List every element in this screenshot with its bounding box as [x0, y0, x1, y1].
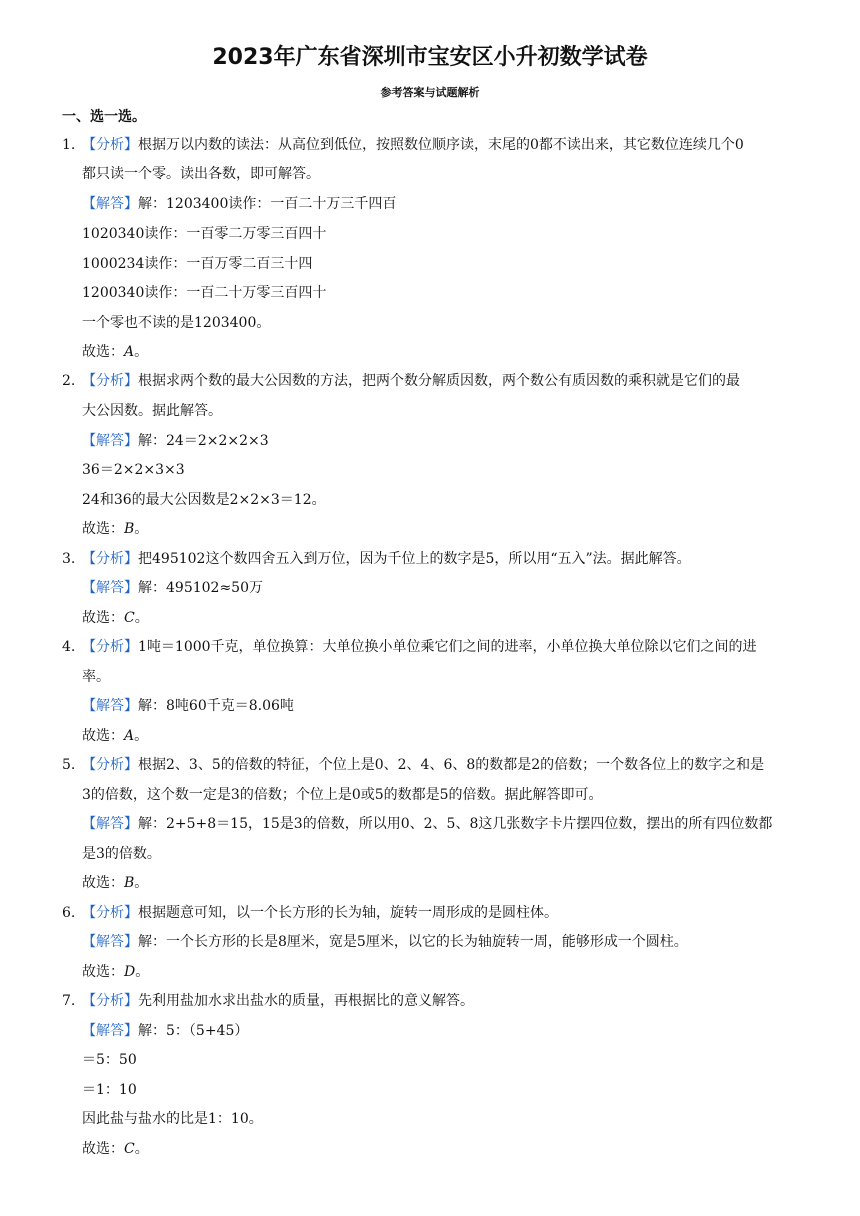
answer-line: ＝5：50 — [82, 1052, 137, 1068]
answer-line: 一个零也不读的是1203400。 — [82, 315, 271, 331]
question-number: 3. — [62, 551, 76, 567]
question-number: 4. — [62, 639, 76, 655]
answer-tag: 【解答】 — [82, 433, 138, 449]
answer-tag: 【解答】 — [82, 698, 138, 714]
choice-value: C — [124, 610, 135, 626]
choice-value: B — [124, 521, 135, 537]
choice-value: A — [124, 728, 135, 744]
analysis-line: 【分析】根据求两个数的最大公因数的方法，把两个数分解质因数，两个数公有质因数的乘积就是它们的最 — [82, 373, 740, 389]
choice-line: 故选：B。 — [82, 875, 149, 891]
analysis-line: 大公因数。据此解答。 — [82, 403, 222, 419]
analysis-line: 【分析】根据万以内数的读法：从高位到低位，按照数位顺序读，末尾的0都不读出来，其它数位连续几个0 — [82, 137, 744, 153]
analysis-line: 都只读一个零。读出各数，即可解答。 — [82, 166, 320, 182]
answer-line: 因此盐与盐水的比是1：10。 — [82, 1111, 263, 1127]
answer-line: 【解答】解：一个长方形的长是8厘米，宽是5厘米，以它的长为轴旋转一周，能够形成一个圆柱。 — [82, 934, 688, 950]
answer-line: 【解答】解：2+5+8＝15，15是3的倍数，所以用0、2、5、8这几张数字卡片摆四位数，摆出的所有四位数都 — [82, 816, 773, 832]
answer-tag: 【解答】 — [82, 934, 138, 950]
analysis-tag: 【分析】 — [82, 905, 138, 921]
question-number: 7. — [62, 993, 76, 1009]
choice-value: A — [124, 344, 135, 360]
answer-tag: 【解答】 — [82, 580, 138, 596]
answer-line: 【解答】解：5：（5+45） — [82, 1023, 249, 1039]
question-number: 5. — [62, 757, 76, 773]
analysis-line: 【分析】1吨＝1000千克，单位换算：大单位换小单位乘它们之间的进率，小单位换大单位除以它们之间的进 — [82, 639, 757, 655]
answer-line: 【解答】解：8吨60千克＝8.06吨 — [82, 698, 294, 714]
choice-line: 故选：C。 — [82, 610, 149, 626]
analysis-line: 3的倍数，这个数一定是3的倍数；个位上是0或5的数都是5的倍数。据此解答即可。 — [82, 787, 603, 803]
choice-line: 故选：D。 — [82, 964, 150, 980]
answer-line: ＝1：10 — [82, 1082, 137, 1098]
analysis-line: 【分析】把495102这个数四舍五入到万位，因为千位上的数字是5，所以用“五入”法。据此解答。 — [82, 551, 691, 567]
choice-value: D — [124, 964, 136, 980]
analysis-tag: 【分析】 — [82, 373, 138, 389]
analysis-tag: 【分析】 — [82, 757, 138, 773]
answer-tag: 【解答】 — [82, 1023, 138, 1039]
analysis-tag: 【分析】 — [82, 993, 138, 1009]
analysis-line: 【分析】先利用盐加水求出盐水的质量，再根据比的意义解答。 — [82, 993, 474, 1009]
question-number: 2. — [62, 373, 76, 389]
answer-line: 1000234读作：一百万零二百三十四 — [82, 256, 313, 272]
choice-line: 故选：A。 — [82, 728, 149, 744]
answer-line: 【解答】解：495102≈50万 — [82, 580, 263, 596]
analysis-line: 【分析】根据2、3、5的倍数的特征，个位上是0、2、4、6、8的数都是2的倍数；一个数各位上的数字之和是 — [82, 757, 765, 773]
choice-value: C — [124, 1141, 135, 1157]
analysis-line: 率。 — [82, 669, 110, 685]
question-number: 6. — [62, 905, 76, 921]
answer-tag: 【解答】 — [82, 196, 138, 212]
choice-line: 故选：C。 — [82, 1141, 149, 1157]
choice-value: B — [124, 875, 135, 891]
answer-line: 24和36的最大公因数是2×2×3＝12。 — [82, 492, 326, 508]
answer-line: 【解答】解：24＝2×2×2×3 — [82, 433, 269, 449]
analysis-tag: 【分析】 — [82, 639, 138, 655]
answer-line: 是3的倍数。 — [82, 846, 161, 862]
answer-tag: 【解答】 — [82, 816, 138, 832]
page-subtitle: 参考答案与试题解析 — [380, 86, 480, 99]
analysis-tag: 【分析】 — [82, 137, 138, 153]
answer-line: 【解答】解：1203400读作：一百二十万三千四百 — [82, 196, 397, 212]
analysis-line: 【分析】根据题意可知，以一个长方形的长为轴，旋转一周形成的是圆柱体。 — [82, 905, 558, 921]
section-heading: 一、选一选。 — [62, 109, 146, 125]
answer-line: 1200340读作：一百二十万零三百四十 — [82, 285, 327, 301]
question-number: 1. — [62, 137, 76, 153]
analysis-tag: 【分析】 — [82, 551, 138, 567]
choice-line: 故选：A。 — [82, 344, 149, 360]
page-title: 2023年广东省深圳市宝安区小升初数学试卷 — [212, 45, 648, 70]
choice-line: 故选：B。 — [82, 521, 149, 537]
answer-line: 36＝2×2×3×3 — [82, 462, 185, 478]
answer-line: 1020340读作：一百零二万零三百四十 — [82, 226, 327, 242]
